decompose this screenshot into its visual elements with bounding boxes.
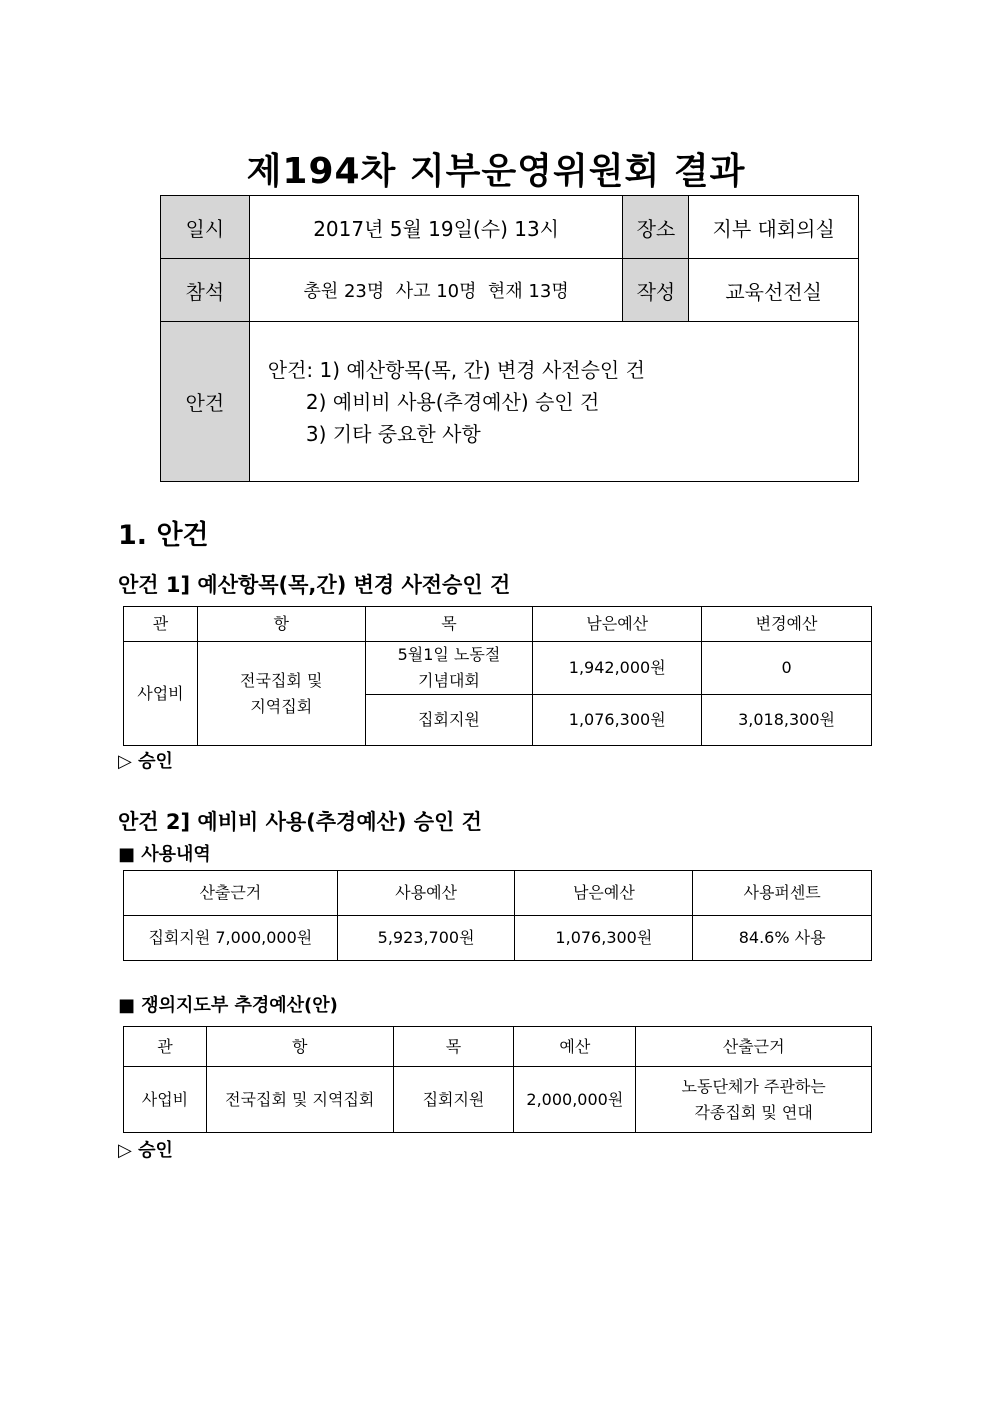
- basis-line: 각종집회 및 연대: [694, 1102, 813, 1122]
- mok-cell: 집회지원: [365, 695, 533, 746]
- mok-cell: 집회지원: [393, 1067, 514, 1133]
- col-header: 사용예산: [337, 871, 515, 916]
- agenda-list: [249, 322, 858, 482]
- usage-cell: 84.6% 사용: [693, 916, 872, 961]
- remaining-cell: 1,076,300원: [533, 695, 702, 746]
- agenda-line-1: 안건: 1) 예산항목(목, 간) 변경 사전승인 건: [267, 357, 645, 382]
- hang-cell: [197, 642, 365, 746]
- attend-label: 참석: [161, 259, 250, 322]
- col-header: 사용퍼센트: [693, 871, 872, 916]
- meeting-info-table: [160, 195, 859, 482]
- hang-line: 지역집회: [250, 696, 313, 716]
- agenda-line-2: 2) 예비비 사용(추경예산) 승인 건: [267, 389, 600, 414]
- mok-line: 5월1일 노동절: [397, 645, 501, 664]
- mok-line: 기념대회: [418, 671, 480, 690]
- writer-label: 작성: [623, 259, 689, 322]
- item2-result: ▷ 승인: [118, 1140, 173, 1161]
- usage-cell: 1,076,300원: [515, 916, 693, 961]
- changed-cell: 3,018,300원: [702, 695, 872, 746]
- place-value: 지부 대회의실: [689, 196, 859, 259]
- usage-table: [123, 870, 872, 961]
- place-label: 장소: [623, 196, 689, 259]
- item1-heading: 안건 1] 예산항목(목,간) 변경 사전승인 건: [118, 573, 511, 597]
- agenda-label: 안건: [161, 322, 250, 482]
- document-title: 제194차 지부운영위원회 결과: [246, 151, 746, 192]
- plan-heading: ■ 쟁의지도부 추경예산(안): [118, 995, 338, 1016]
- col-header: 예산: [514, 1027, 636, 1067]
- col-header: 관: [124, 1027, 207, 1067]
- col-header: 남은예산: [533, 607, 702, 642]
- col-header: 산출근거: [124, 871, 338, 916]
- attend-value: 총원 23명 사고 10명 현재 13명: [249, 259, 623, 322]
- col-header: 항: [197, 607, 365, 642]
- item1-table: [123, 606, 872, 746]
- col-header: 항: [206, 1027, 393, 1067]
- date-value: 2017년 5월 19일(수) 13시: [249, 196, 623, 259]
- date-label: 일시: [161, 196, 250, 259]
- remaining-cell: 1,942,000원: [533, 642, 702, 695]
- col-header: 목: [365, 607, 533, 642]
- usage-heading: ■ 사용내역: [118, 844, 211, 865]
- section-heading: 1. 안건: [118, 520, 209, 551]
- budget-cell: 2,000,000원: [514, 1067, 636, 1133]
- basis-line: 노동단체가 주관하는: [681, 1076, 826, 1096]
- col-header: 관: [124, 607, 198, 642]
- agenda-line-3: 3) 기타 중요한 사항: [267, 421, 481, 446]
- hang-line: 전국집회 및: [240, 670, 323, 690]
- hang-cell: 전국집회 및 지역집회: [206, 1067, 393, 1133]
- gwan-cell: 사업비: [124, 642, 198, 746]
- item2-heading: 안건 2] 예비비 사용(추경예산) 승인 건: [118, 810, 482, 834]
- plan-table: [123, 1026, 872, 1133]
- mok-cell: [365, 642, 533, 695]
- usage-cell: 집회지원 7,000,000원: [124, 916, 338, 961]
- usage-cell: 5,923,700원: [337, 916, 515, 961]
- basis-cell: [636, 1067, 872, 1133]
- item1-result: ▷ 승인: [118, 751, 173, 772]
- col-header: 목: [393, 1027, 514, 1067]
- changed-cell: 0: [702, 642, 872, 695]
- col-header: 산출근거: [636, 1027, 872, 1067]
- col-header: 변경예산: [702, 607, 872, 642]
- gwan-cell: 사업비: [124, 1067, 207, 1133]
- col-header: 남은예산: [515, 871, 693, 916]
- writer-value: 교육선전실: [689, 259, 859, 322]
